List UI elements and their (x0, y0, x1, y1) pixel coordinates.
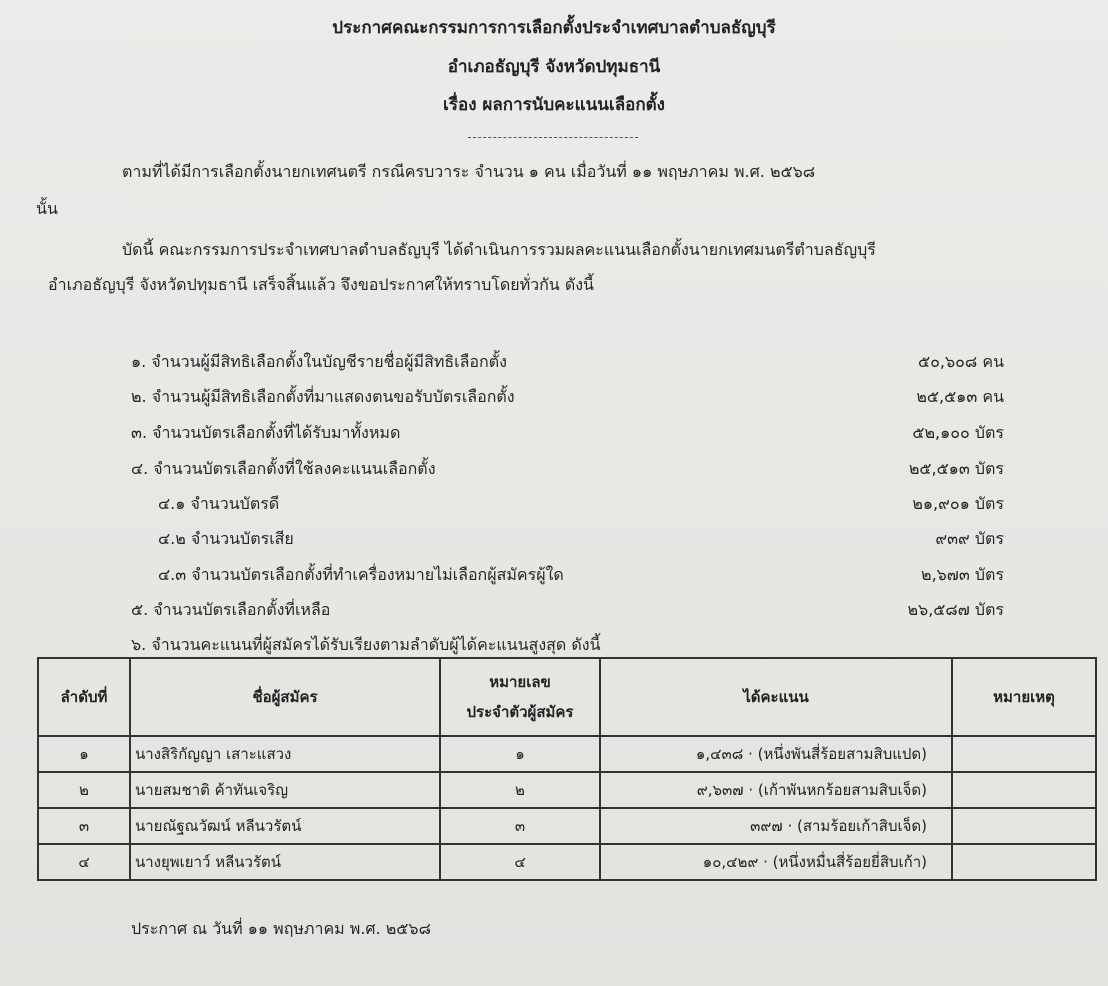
results-table (37, 657, 1097, 881)
header-location: อำเภอธัญบุรี จังหวัดปทุมธานี (447, 57, 661, 77)
item-label: ๓. จำนวนบัตรเลือกตั้งที่ได้รับมาทั้งหมด (131, 423, 401, 442)
list-item (0, 421, 1108, 447)
header-rank: ลำดับที่ (38, 658, 130, 736)
intro-paragraph-2-cont: อำเภอธัญบุรี จังหวัดปทุมธานี เสร็จสิ้นแล้ว จึงขอประกาศให้ทราบโดยทั่วกัน ดังนี้ (48, 275, 594, 294)
cell-number: ๒ (440, 772, 600, 808)
intro-paragraph-1-cont: นั้น (36, 199, 58, 218)
item-label: ๔.๓ จำนวนบัตรเลือกตั้งที่ทำเครื่องหมายไม่เลือกผู้สมัครผู้ใด (158, 565, 564, 584)
header-number-line1: หมายเลข (489, 673, 551, 691)
header-number (440, 658, 600, 736)
footer-date: ประกาศ ณ วันที่ ๑๑ พฤษภาคม พ.ศ. ๒๕๖๘ (131, 919, 431, 938)
cell-name: นางยุพเยาว์ หลีนวรัตน์ (130, 844, 440, 880)
header-remark: หมายเหตุ (952, 658, 1096, 736)
list-item (0, 527, 1108, 553)
item-value: ๒๑,๙๐๑ บัตร (912, 494, 1004, 513)
cell-name: นายสมชาติ ค้าทันเจริญ (130, 772, 440, 808)
cell-remark (952, 808, 1096, 844)
item-label: ๕. จำนวนบัตรเลือกตั้งที่เหลือ (131, 600, 331, 619)
item-value: ๒๕,๕๑๓ คน (916, 387, 1004, 406)
item-value: ๒,๖๗๓ บัตร (921, 565, 1004, 584)
item-label: ๔.๑ จำนวนบัตรดี (158, 494, 280, 513)
cell-remark (952, 772, 1096, 808)
cell-number: ๑ (440, 736, 600, 772)
cell-number: ๔ (440, 844, 600, 880)
item-value: ๒๖,๕๘๗ บัตร (907, 600, 1004, 619)
header-title: ประกาศคณะกรรมการการเลือกตั้งประจำเทศบาลตำบลธัญบุรี (332, 18, 776, 38)
cell-score: ๙,๖๓๗ · (เก้าพันหกร้อยสามสิบเจ็ด) (600, 772, 952, 808)
item-value: ๕๒,๑๐๐ บัตร (912, 423, 1004, 442)
list-item (0, 563, 1108, 589)
intro-paragraph-2: บัดนี้ คณะกรรมการประจำเทศบาลตำบลธัญบุรี ได้ดำเนินการรวมผลคะแนนเลือกตั้งนายกเทศมนตรีตำบลธัญบุรี (122, 240, 876, 259)
cell-score: ๓๙๗ · (สามร้อยเก้าสิบเจ็ด) (600, 808, 952, 844)
table-row (38, 808, 1096, 844)
intro-paragraph-1: ตามที่ได้มีการเลือกตั้งนายกเทศนตรี กรณีครบวาระ จำนวน ๑ คน เมื่อวันที่ ๑๑ พฤษภาคม พ.ศ. ๒๕๖๘ (122, 162, 816, 181)
table-row (38, 736, 1096, 772)
list-item (0, 598, 1108, 624)
header-number-line2: ประจำตัวผู้สมัคร (466, 703, 574, 721)
cell-rank: ๑ (38, 736, 130, 772)
header-score: ได้คะแนน (600, 658, 952, 736)
item-label: ๑. จำนวนผู้มีสิทธิเลือกตั้งในบัญชีรายชื่อผู้มีสิทธิเลือกตั้ง (131, 352, 507, 371)
table-row (38, 844, 1096, 880)
list-item (0, 457, 1108, 483)
cell-remark (952, 844, 1096, 880)
cell-score: ๑๐,๔๒๙ · (หนึ่งหมื่นสี่ร้อยยี่สิบเก้า) (600, 844, 952, 880)
table-row (38, 772, 1096, 808)
cell-rank: ๔ (38, 844, 130, 880)
header-name: ชื่อผู้สมัคร (130, 658, 440, 736)
list-item (0, 492, 1108, 518)
header-separator (468, 137, 638, 138)
item-value: ๕๐,๖๐๘ คน (918, 352, 1004, 371)
list-item (0, 385, 1108, 411)
list-item (0, 633, 1108, 659)
item-label: ๒. จำนวนผู้มีสิทธิเลือกตั้งที่มาแสดงตนขอรับบัตรเลือกตั้ง (131, 387, 515, 406)
cell-remark (952, 736, 1096, 772)
cell-number: ๓ (440, 808, 600, 844)
item-value: ๒๕,๕๑๓ บัตร (908, 459, 1004, 478)
header-subject: เรื่อง ผลการนับคะแนนเลือกตั้ง (443, 95, 665, 115)
item-label: ๔. จำนวนบัตรเลือกตั้งที่ใช้ลงคะแนนเลือกตั้ง (131, 459, 436, 478)
cell-rank: ๒ (38, 772, 130, 808)
list-item (0, 350, 1108, 376)
cell-name: นางสิริกัญญา เสาะแสวง (130, 736, 440, 772)
cell-rank: ๓ (38, 808, 130, 844)
table-header-row (38, 658, 1096, 736)
item-label: ๖. จำนวนคะแนนที่ผู้สมัครได้รับเรียงตามลำดับผู้ได้คะแนนสูงสุด ดังนี้ (131, 635, 601, 654)
cell-name: นายณัฐณวัฒน์ หลีนวรัตน์ (130, 808, 440, 844)
cell-score: ๑,๔๓๘ · (หนึ่งพันสี่ร้อยสามสิบแปด) (600, 736, 952, 772)
item-value: ๙๓๙ บัตร (935, 529, 1004, 548)
item-label: ๔.๒ จำนวนบัตรเสีย (158, 529, 294, 548)
